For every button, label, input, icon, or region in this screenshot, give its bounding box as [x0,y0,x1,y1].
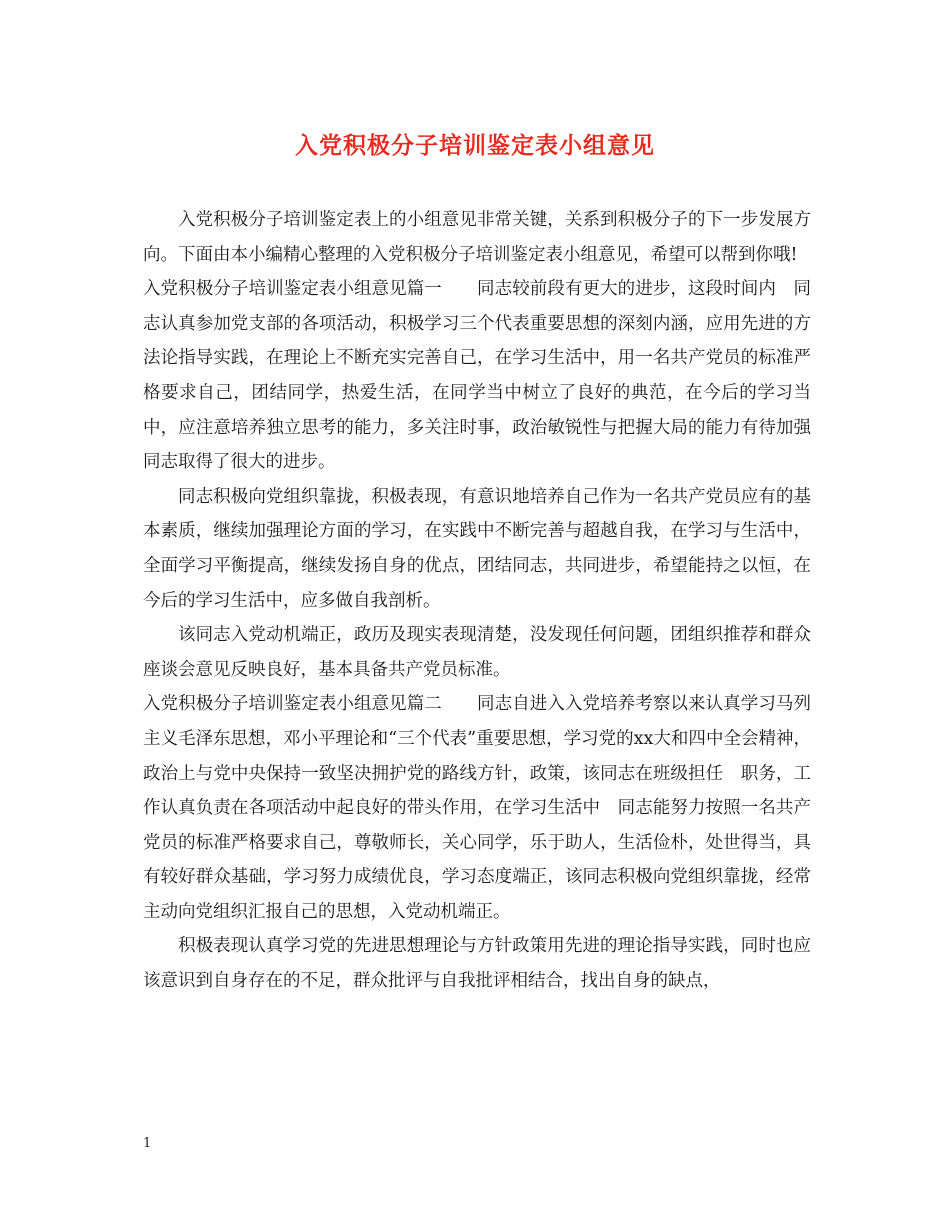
page-title: 入党积极分子培训鉴定表小组意见 [295,132,655,159]
paragraph-section-one: 入党积极分子培训鉴定表小组意见篇一 同志较前段有更大的进步，这段时间内 同志认真参加党支部的各项活动，积极学习三个代表重要思想的深刻内涵，应用先进的方法论指导实践，在理论上不断充实完善自己，在学习生活中，用一名共产党员的标准严格要求自己，团结同学，热爱生活，在同学当中树立了良好的典范，在今后的学习当中，应注意培养独立思考的能力，多关注时事，政治敏锐性与把握大局的能力有待加强同志取得了很大的进步。 [143,279,811,473]
paragraph-comment-five: 积极表现认真学习党的先进思想理论与方针政策用先进的理论指导实践，同时也应该意识到自身存在的不足，群众批评与自我批评相结合，找出自身的缺点， [143,936,811,992]
page-number: 1 [143,1136,152,1151]
paragraph-section-two: 入党积极分子培训鉴定表小组意见篇二 同志自进入入党培养考察以来认真学习马列主义毛泽东思想，邓小平理论和“三个代表”重要思想，学习党的xx大和四中全会精神，政治上与党中央保持一致坚决拥护党的路线方针，政策，该同志在班级担任 职务，工作认真负责在各项活动中起良好的带头作用，在学习生活中 同志能努力按照一名共产党员的标准严格要求自己，尊敬师长，关心同学，乐于助人，生活俭朴，处世得当，具有较好群众基础，学习努力成绩优良，学习态度端正，该同志积极向党组织靠拢，经常主动向党组织汇报自己的思想，入党动机端正。 [143,694,811,922]
paragraph-comment-three: 该同志入党动机端正，政历及现实表现清楚，没发现任何问题，团组织推荐和群众座谈会意见反映良好，基本具备共产党员标准。 [143,625,811,680]
document-body [143,203,811,999]
paragraph-comment-two: 同志积极向党组织靠拢，积极表现，有意识地培养自己作为一名共产党员应有的基本素质，继续加强理论方面的学习，在实践中不断完善与超越自我，在学习与生活中，全面学习平衡提高，继续发扬自身的优点，团结同志，共同进步，希望能持之以恒，在今后的学习生活中，应多做自我剖析。 [143,486,811,611]
paragraph-intro: 入党积极分子培训鉴定表上的小组意见非常关键，关系到积极分子的下一步发展方向。下面由本小编精心整理的入党积极分子培训鉴定表小组意见，希望可以帮到你哦! [143,210,811,265]
